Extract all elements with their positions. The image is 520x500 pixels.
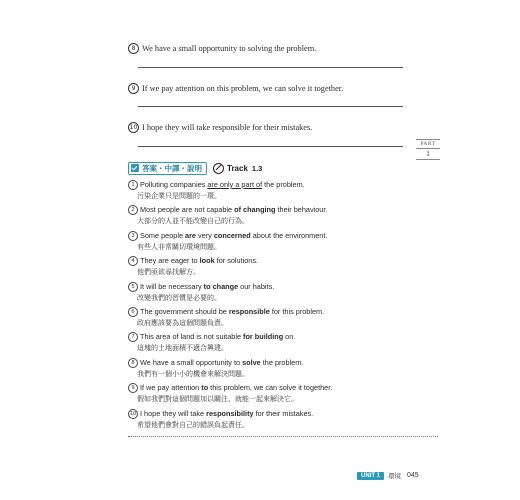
answer-translation: 這塊的土地面積不適合興建。 [137,344,228,353]
answer-text: Some people [140,230,186,240]
part-tab [416,139,440,160]
answer-header [128,162,262,174]
answer-highlight: for building [243,332,284,342]
answer-badge-label: 答案・中譯・說明 [142,163,202,173]
answer-text: for solutions. [214,256,259,266]
answer-sentence [128,231,428,241]
answer-item [128,409,428,434]
answer-text: very [196,230,214,240]
answer-sentence [128,180,428,190]
exercise-sentence: I hope they will take responsible for their mistakes. [142,123,313,132]
answer-text: for this problem. [269,306,325,316]
answer-text: Polluting companies [140,180,208,189]
answer-text: about the environment. [250,230,328,240]
track-number: 1.3 [251,163,263,173]
answer-text: on. [283,332,296,342]
answer-translation: 污染企業只是問題的一環。 [137,192,221,200]
answer-translation: 希望他們會對自己的錯誤負起責任。 [137,420,249,429]
answer-highlight: to change [203,281,239,291]
answer-highlight: responsible [228,306,270,316]
answer-text: this problem, we can solve it together. [208,383,333,393]
part-number: 1 [416,148,440,160]
answer-highlight: solve [242,357,261,367]
page-number: 045 [407,472,419,479]
answer-sentence [128,358,428,368]
answer-translation: 假如我們對這個問題加以關注，就能一起來解決它。 [137,395,298,404]
answer-highlight: responsibility [206,408,254,418]
answer-text: The government should be [140,306,229,316]
answer-number: 2 [128,205,138,215]
answer-item [128,231,428,256]
answer-item [128,256,428,281]
answer-item [128,358,428,383]
answer-text: their behaviour. [275,205,328,215]
exercise-sentence: We have a small opportunity to solving the problem. [142,44,317,53]
answer-highlight: look [199,256,215,266]
answer-number: 1 [128,180,138,190]
answer-sentence [128,307,428,317]
exercise-item-8 [128,43,403,54]
answer-translation: 大部分的人並不能改變自己的行為。 [137,217,249,226]
answer-badge [128,162,207,175]
exercise-item-9 [128,83,403,94]
answer-text: This area of land is not suitable [140,332,244,342]
part-label: PART [416,139,440,147]
answer-sentence [128,205,428,215]
answer-text: If we pay attention [140,383,202,393]
answer-number: 4 [128,256,138,266]
answer-text: for their mistakes. [253,408,314,418]
dotted-divider [128,436,438,437]
answer-translation: 有些人非常關切環境問題。 [137,242,221,251]
answer-text: Most people are not capable [140,205,235,215]
answer-text: We have a small opportunity to [140,357,243,367]
answer-number: 9 [128,383,138,393]
exercise-item-10 [128,122,403,133]
answer-item [128,282,428,307]
unit-title: 環境 [388,472,402,480]
answer-line [138,146,403,147]
answer-item [128,205,428,230]
check-icon [131,164,139,172]
answer-number: 7 [128,332,138,342]
answer-text: I hope they will take [140,408,207,418]
answer-sentence [128,383,428,393]
answer-line [138,67,403,68]
track-label: Track [227,163,248,173]
answer-sentence [128,256,428,266]
answer-number: 3 [128,231,138,241]
answer-text: They are eager to [140,256,200,266]
answer-translation: 政府應該要為這個問題負責。 [137,318,228,327]
answer-list [128,180,428,434]
answer-sentence [128,332,428,342]
answer-item [128,307,428,332]
answer-highlight: of changing [234,205,276,215]
exercise-number: 9 [128,83,139,94]
answer-item [128,332,428,357]
answer-sentence [128,282,428,292]
answer-number: 5 [128,282,138,292]
audio-track[interactable] [213,163,262,174]
exercise-sentence: If we pay attention on this problem, we can solve it together. [142,84,344,93]
answer-item [128,180,428,205]
answer-text: It will be necessary [140,281,204,291]
answer-translation: 改變我們的習慣是必要的。 [137,293,221,302]
exercise-number: 10 [129,124,138,131]
page-footer [357,471,419,480]
answer-highlight: concerned [213,230,251,240]
answer-item [128,383,428,408]
answer-text: the problem. [262,180,305,189]
answer-sentence [128,409,428,419]
answer-line [138,106,403,107]
audio-disc-icon [213,163,224,174]
answer-text: the problem. [260,357,304,367]
answer-translation: 我們有一個小小的機會來解決問題。 [137,369,249,378]
unit-badge: UNIT 1 [357,472,384,480]
answer-highlight: to [201,383,209,393]
answer-highlight: are [185,230,196,240]
exercise-number: 8 [128,43,139,54]
answer-translation: 他們亟欲尋找解方。 [137,268,200,277]
answer-number: 6 [128,307,138,317]
answer-number: 10 [129,410,137,417]
answer-number: 8 [128,358,138,368]
answer-text: our habits. [238,281,275,291]
answer-highlight: are only a part of [207,180,263,189]
